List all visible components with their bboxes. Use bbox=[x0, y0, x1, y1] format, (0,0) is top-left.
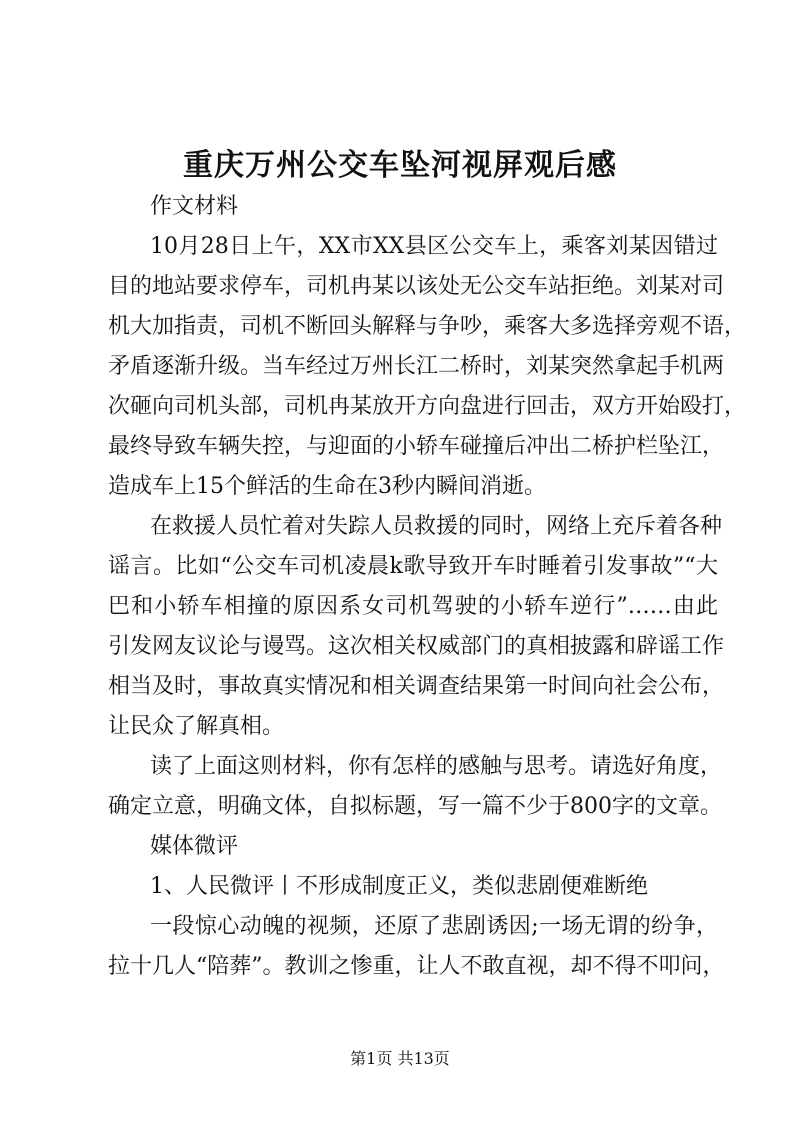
section-heading-material: 作文材料 bbox=[150, 194, 239, 219]
text-line: 在救援人员忙着对失踪人员救援的同时，网络上充斥着各种 bbox=[150, 514, 723, 539]
text-line: 机大加指责，司机不断回头解释与争吵，乘客大多选择旁观不语， bbox=[108, 314, 747, 339]
section-heading-media: 媒体微评 bbox=[150, 834, 239, 859]
text-line: 造成车上15个鲜活的生命在3秒内瞬间消逝。 bbox=[108, 474, 546, 499]
text-line: 目的地站要求停车，司机冉某以该处无公交车站拒绝。刘某对司 bbox=[108, 274, 725, 299]
text-line: 一段惊心动魄的视频，还原了悲剧诱因;一场无谓的纷争， bbox=[150, 914, 718, 939]
text-line: 巴和小轿车相撞的原因系女司机驾驶的小轿车逆行”……由此 bbox=[108, 594, 718, 619]
text-line: 次砸向司机头部，司机冉某放开方向盘进行回击，双方开始殴打， bbox=[108, 394, 747, 419]
subsection-heading: 1、人民微评丨不形成制度正义，类似悲剧便难断绝 bbox=[150, 874, 648, 899]
text-line: 相当及时，事故真实情况和相关调查结果第一时间向社会公布， bbox=[108, 674, 725, 699]
text-line: 读了上面这则材料，你有怎样的感触与思考。请选好角度， bbox=[150, 754, 723, 779]
document-title: 重庆万州公交车坠河视屏观后感 bbox=[183, 148, 617, 183]
page-footer: 第1页 共13页 bbox=[350, 1049, 450, 1068]
text-line: 拉十几人“陪葬”。教训之惨重，让人不敢直视，却不得不叩问， bbox=[108, 954, 725, 979]
text-line: 最终导致车辆失控，与迎面的小轿车碰撞后冲出二桥护栏坠江， bbox=[108, 434, 725, 459]
text-line: 谣言。比如“公交车司机凌晨k歌导致开车时睡着引发事故”“大 bbox=[108, 554, 718, 579]
text-line: 矛盾逐渐升级。当车经过万州长江二桥时，刘某突然拿起手机两 bbox=[108, 354, 725, 379]
text-line: 10月28日上午，XX市XX县区公交车上，乘客刘某因错过 bbox=[150, 234, 718, 259]
text-line: 引发网友议论与谩骂。这次相关权威部门的真相披露和辟谣工作 bbox=[108, 634, 725, 659]
text-line: 确定立意，明确文体，自拟标题，写一篇不少于800字的文章。 bbox=[108, 794, 722, 819]
text-line: 让民众了解真相。 bbox=[108, 714, 285, 739]
